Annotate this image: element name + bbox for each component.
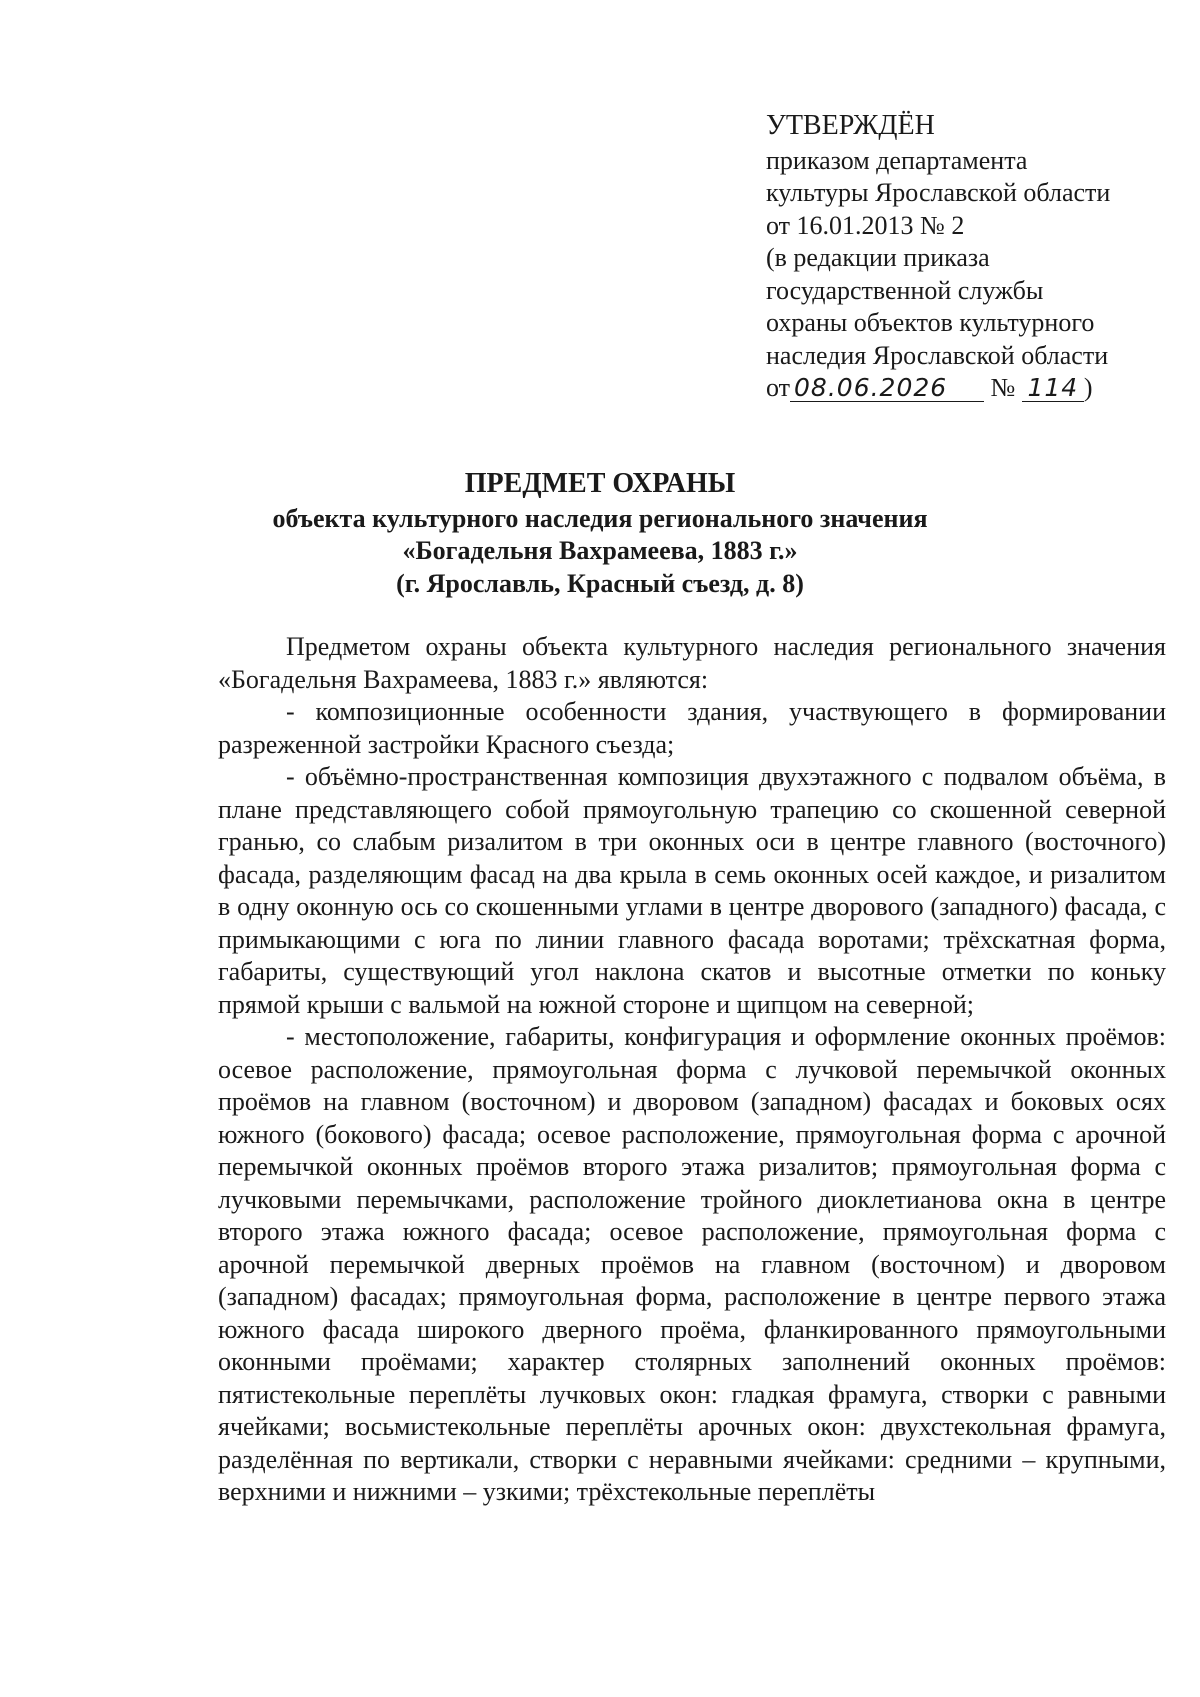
approval-line: культуры Ярославской области	[766, 178, 1111, 207]
document-title: ПРЕДМЕТ ОХРАНЫ	[464, 468, 736, 499]
approved-title: УТВЕРЖДЁН	[766, 110, 935, 141]
approval-line: от 16.01.2013 № 2	[766, 210, 965, 240]
intro-paragraph: Предметом охраны объекта культурного наследия регионального значения «Богадельня Вахрамеева, 1883 г.» являются:	[218, 632, 1166, 694]
number-sign: №	[990, 373, 1016, 402]
approval-line: государственной службы	[766, 275, 1044, 305]
heading-line: «Богадельня Вахрамеева, 1883 г.»	[402, 536, 798, 565]
list-item: - композиционные особенности здания, участвующего в формировании разреженной застройки Красного съезда;	[218, 697, 1166, 759]
list-item: - местоположение, габариты, конфигурация и оформление оконных проёмов: осевое расположение, прямоугольная форма с лучковой перемычкой оконных проёмов на главном (восточном) и дворовом (западном) фасадах и боковых осях южного (бокового) фасада; осевое расположение, прямоугольная форма с арочной перемычкой оконных проёмов второго этажа ризалитов; прямоугольная форма с лучковыми перемычками, расположение тройного диоклетианова окна в центре второго этажа южного фасада; осевое расположение, прямоугольная форма с арочной перемычкой дверных проёмов на главном (восточном) и дворовом (западном) фасадах; прямоугольная форма, расположение в центре первого этажа южного фасада широкого дверного проёма, фланкированного прямоугольными оконными проёмами; характер столярных заполнений оконных проёмов: пятистекольные переплёты лучковых окон: гладкая фрамуга, створки с равными ячейками; восьмистекольные переплёты арочных окон: двухстекольная фрамуга, разделённая по вертикали, створки с неравными ячейками: средними – крупными, верхними и нижними – узкими; трёхстекольные переплёты	[218, 1022, 1166, 1506]
handwritten-date: 08.06.2026	[790, 375, 984, 402]
document-heading	[0, 468, 1200, 600]
from-prefix: от	[766, 373, 791, 402]
close-paren: )	[1083, 373, 1093, 402]
handwritten-number: 114	[1022, 375, 1084, 402]
approval-line: наследия Ярославской области	[766, 340, 1109, 370]
approval-line: (в редакции приказа	[766, 243, 990, 272]
approval-line: приказом департамента	[766, 145, 1028, 175]
approval-block	[766, 110, 1166, 405]
approval-date-line	[766, 372, 1166, 405]
document-body	[218, 631, 1166, 1509]
approval-line: охраны объектов культурного	[766, 308, 1095, 337]
heading-line: объекта культурного наследия регионального значения	[272, 503, 928, 533]
list-item: - объёмно-пространственная композиция двухэтажного с подвалом объёма, в плане представляющего собой прямоугольную трапецию со скошенной северной гранью, со слабым ризалитом в три оконных оси в центре главного (восточного) фасада, разделяющим фасад на два крыла в семь оконных осей каждое, и ризалитом в одну оконную ось со скошенными углами в центре дворового (западного) фасада, с примыкающими с юга по линии главного фасада воротами; трёхскатная форма, габариты, существующий угол наклона скатов и высотные отметки по коньку прямой крыши с вальмой на южной стороне и щипцом на северной;	[218, 762, 1166, 1019]
heading-line: (г. Ярославль, Красный съезд, д. 8)	[396, 568, 804, 598]
